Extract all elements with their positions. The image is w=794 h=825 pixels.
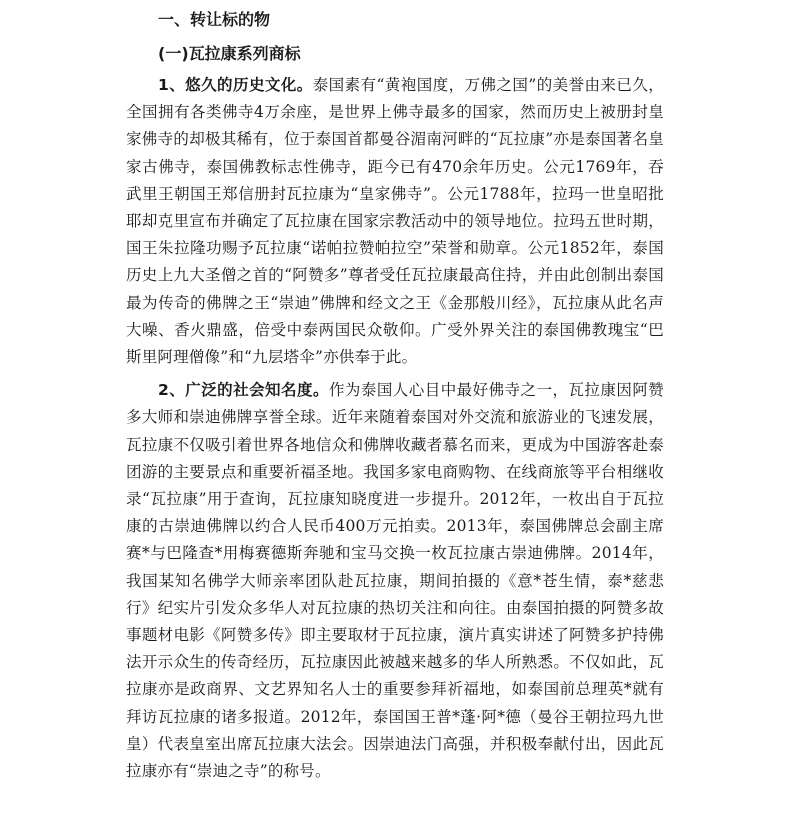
paragraph-body: 作为泰国人心目中最好佛寺之一，瓦拉康因阿赞多大师和崇迪佛牌享誉全球。近年来随着泰国对外交流和旅游业的飞速发展，瓦拉康不仅吸引着世界各地信众和佛牌收藏者慕名而来，更成为中国游客赴泰团游的主要景点和重要祈福圣地。我国多家电商购物、在线商旅等平台相继收录“瓦拉康”用于查询，瓦拉康知晓度进一步提升。2012年，一枚出自于瓦拉康的古崇迪佛牌以约合人民币400万元拍卖。2013年，泰国佛牌总会副主席赛*与巴隆查*用梅赛德斯奔驰和宝马交换一枚瓦拉康古崇迪佛牌。2014年，我国某知名佛学大师亲率团队赴瓦拉康，期间拍摄的《意*苍生情，泰*慈悲行》纪实片引发众多华人对瓦拉康的热切关注和向往。由泰国拍摄的阿赞多故事题材电影《阿赞多传》即主要取材于瓦拉康，演片真实讲述了阿赞多护持佛法开示众生的传奇经历，瓦拉康因此被越来越多的华人所熟悉。不仅如此，瓦拉康亦是政商界、文艺界知名人士的重要参拜祈福地，如泰国前总理英*就有拜访瓦拉康的诸多报道。2012年，泰国国王普*蓬·阿*德（曼谷王朝拉玛九世皇）代表皇室出席瓦拉康大法会。因崇迪法门高强，并积极奉献付出，因此瓦拉康亦有“崇迪之寺”的称号。 — [126, 381, 664, 781]
paragraph-lead: 1、悠久的历史文化。 — [158, 76, 313, 94]
section-heading: 一、转让标的物 — [158, 10, 271, 29]
paragraph-lead: 2、广泛的社会知名度。 — [158, 381, 329, 400]
paragraph-body: 泰国素有“黄袍国度，万佛之国”的美誉由来已久，全国拥有各类佛寺4万余座，是世界上佛寺最多的国家，然而历史上被册封皇家佛寺的却极其稀有，位于泰国首都曼谷湄南河畔的“瓦拉康”亦是泰国著名皇家古佛寺，泰国佛教标志性佛寺，距今已有470余年历史。公元1769年，吞武里王朝国王郑信册封瓦拉康为“皇家佛寺”。公元1788年，拉玛一世皇昭批耶却克里宣布并确定了瓦拉康在国家宗教活动中的领导地位。拉玛五世时期，国王朱拉隆功赐予瓦拉康“诺帕拉赞帕拉空”荣誉和勋章。公元1852年，泰国历史上九大圣僧之首的“阿赞多”尊者受任瓦拉康最高住持，并由此创制出泰国最为传奇的佛牌之王“崇迪”佛牌和经文之王《金那般川经》，瓦拉康从此名声大噪、香火鼎盛，倍受中泰两国民众敬仰。广受外界关注的泰国佛教瑰宝“巴斯里阿理僧像”和“九层塔伞”亦供奉于此。 — [126, 76, 664, 367]
subsection-heading: (一)瓦拉康系列商标 — [158, 44, 301, 63]
paragraph-history — [126, 72, 664, 371]
document-body — [126, 6, 664, 785]
paragraph-reputation — [126, 377, 664, 785]
